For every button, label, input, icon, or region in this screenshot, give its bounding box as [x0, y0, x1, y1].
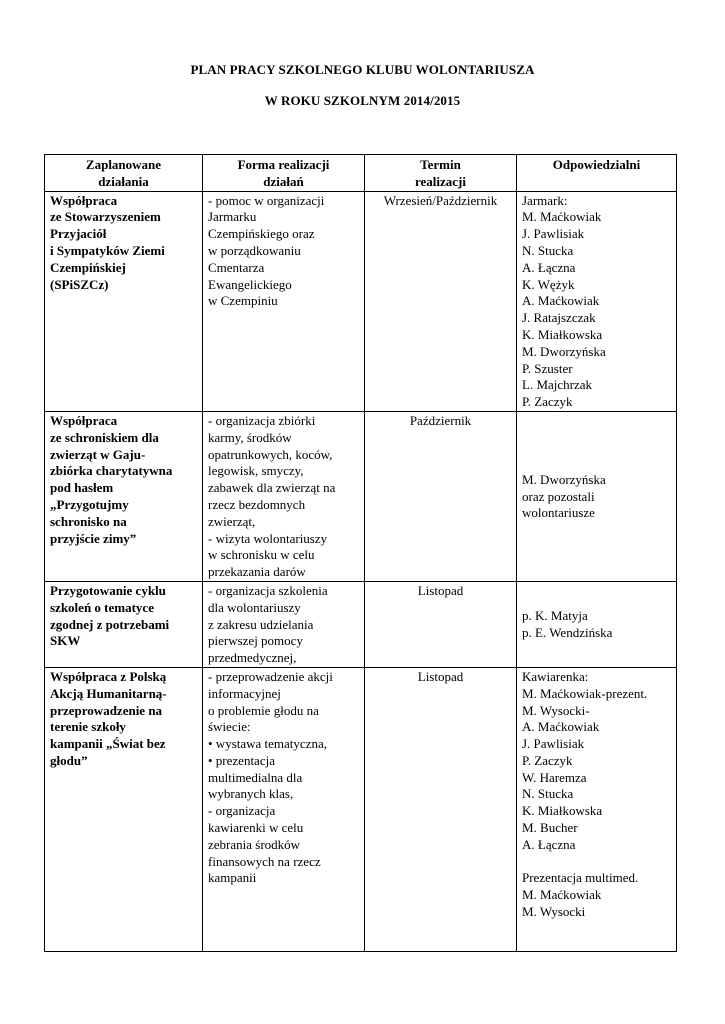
text-line: z zakresu udzielania — [208, 616, 314, 632]
text-line: wolontariusze — [522, 505, 595, 521]
text-line: Współpraca — [50, 412, 118, 428]
text-line: SKW — [50, 633, 81, 649]
cell-form — [203, 191, 365, 411]
text-line: - organizacja — [208, 803, 276, 819]
text-line: zwierząt, — [208, 513, 256, 529]
text-line: - przeprowadzenie akcji — [208, 668, 333, 684]
text-line: • prezentacja — [208, 752, 275, 768]
text-line: M. Wysocki- — [522, 702, 590, 718]
text-line: W. Haremza — [522, 769, 587, 785]
text-line: Akcją Humanitarną- — [50, 685, 167, 701]
text-line: kampanii — [208, 870, 257, 886]
cell-responsible — [517, 667, 677, 951]
text-line: zebrania środków — [208, 836, 301, 852]
table-row — [45, 411, 677, 581]
table-row — [45, 581, 677, 667]
text-line: M. Wysocki — [522, 904, 586, 920]
text-line: P. Zaczyk — [522, 394, 573, 410]
text-line: p. K. Matyja — [522, 608, 588, 624]
text-line: Cmentarza — [208, 259, 265, 275]
text-line: J. Pawlisiak — [522, 736, 585, 752]
text-line: Jarmark: — [522, 192, 568, 208]
text-line: przedmedycznej, — [208, 650, 297, 666]
text-line: głodu” — [50, 752, 88, 768]
text-line — [522, 854, 671, 871]
table-row — [45, 191, 677, 411]
text-line: terenie szkoły — [50, 719, 126, 735]
text-line: oraz pozostali — [522, 488, 595, 504]
cell-form — [203, 411, 365, 581]
text-line: Odpowiedzialni — [552, 157, 641, 172]
text-line: zwierząt w Gaju- — [50, 446, 146, 462]
text-line: A. Maćkowiak — [522, 293, 600, 309]
text-line: M. Maćkowiak — [522, 209, 602, 225]
text-line: M. Dworzyńska — [522, 471, 606, 487]
cell-responsible — [517, 411, 677, 581]
table-row — [45, 667, 677, 951]
text-line: Czempińskiego oraz — [208, 226, 315, 242]
text-line: zabawek dla zwierząt na — [208, 480, 336, 496]
cell-action — [45, 411, 203, 581]
text-line: Ewangelickiego — [208, 276, 292, 292]
text-line: „Przygotujmy — [50, 496, 129, 512]
cell-term: Listopad — [365, 667, 517, 951]
text-line: P. Szuster — [522, 360, 573, 376]
document-title: PLAN PRACY SZKOLNEGO KLUBU WOLONTARIUSZA — [190, 62, 535, 77]
text-line: informacyjnej — [208, 685, 281, 701]
text-line: M. Maćkowiak-prezent. — [522, 685, 648, 701]
text-line: szkoleń o tematyce — [50, 599, 154, 615]
text-line: ze schroniskiem dla — [50, 429, 159, 445]
text-line: i Sympatyków Ziemi — [50, 242, 165, 258]
text-line: karmy, środków — [208, 429, 292, 445]
text-line: Jarmarku — [208, 209, 257, 225]
text-line: schronisko na — [50, 513, 127, 529]
text-line: P. Zaczyk — [522, 752, 573, 768]
text-line: Przyjaciół — [50, 226, 107, 242]
text-line: Współpraca — [50, 192, 118, 208]
text-line: N. Stucka — [522, 786, 574, 802]
text-line: zgodnej z potrzebami — [50, 616, 170, 632]
text-line: przeprowadzenie na — [50, 702, 163, 718]
text-line: dla wolontariuszy — [208, 599, 301, 615]
text-line: p. E. Wendzińska — [522, 624, 613, 640]
text-line: pod hasłem — [50, 480, 114, 496]
text-line: • wystawa tematyczna, — [208, 736, 327, 752]
cell-responsible — [517, 581, 677, 667]
text-line: kampanii „Świat bez — [50, 736, 166, 752]
text-line: J. Pawlisiak — [522, 226, 585, 242]
text-line: K. Wężyk — [522, 276, 575, 292]
text-line: J. Ratajszczak — [522, 310, 596, 326]
text-line: Przygotowanie cyklu — [50, 582, 166, 598]
text-line: Zaplanowane — [85, 157, 162, 172]
text-line: o problemie głodu na — [208, 702, 319, 718]
text-line: A. Łączna — [522, 836, 576, 852]
text-line: rzecz bezdomnych — [208, 496, 306, 512]
text-line: w Czempiniu — [208, 293, 278, 309]
text-line: N. Stucka — [522, 242, 574, 258]
text-line: ze Stowarzyszeniem — [50, 209, 161, 225]
text-line: w porządkowaniu — [208, 242, 301, 258]
text-line: K. Miałkowska — [522, 326, 603, 342]
text-line: - wizyta wolontariuszy — [208, 530, 328, 546]
text-line: w schronisku w celu — [208, 547, 315, 563]
text-line: Forma realizacji — [237, 157, 330, 172]
text-line: przekazania darów — [208, 564, 306, 580]
text-line: A. Łączna — [522, 259, 576, 275]
text-line: L. Majchrzak — [522, 377, 593, 393]
text-line: legowisk, smyczy, — [208, 463, 304, 479]
text-line: Współpraca z Polską — [50, 668, 167, 684]
text-line: - pomoc w organizacji — [208, 192, 325, 208]
text-line: działań — [263, 173, 304, 189]
text-line: M. Dworzyńska — [522, 343, 606, 359]
header-term — [365, 155, 517, 192]
text-line: K. Miałkowska — [522, 803, 603, 819]
text-line: multimedialna dla — [208, 769, 303, 785]
document-subtitle: W ROKU SZKOLNYM 2014/2015 — [264, 93, 461, 108]
text-line: M. Maćkowiak — [522, 887, 602, 903]
text-line: realizacji — [414, 173, 466, 189]
cell-form — [203, 581, 365, 667]
text-line: zbiórka charytatywna — [50, 463, 173, 479]
header-form-of-realization — [203, 155, 365, 192]
text-line: (SPiSZCz) — [50, 276, 109, 292]
header-planned-actions — [45, 155, 203, 192]
text-line: Kawiarenka: — [522, 668, 589, 684]
cell-term: Październik — [365, 411, 517, 581]
text-line: pierwszej pomocy — [208, 633, 303, 649]
cell-responsible — [517, 191, 677, 411]
text-line: Czempińskiej — [50, 259, 126, 275]
text-line: działania — [98, 173, 149, 189]
cell-action — [45, 667, 203, 951]
cell-action — [45, 581, 203, 667]
header-responsible — [517, 155, 677, 192]
cell-term: Wrzesień/Październik — [365, 191, 517, 411]
text-line: wybranych klas, — [208, 786, 294, 802]
cell-action — [45, 191, 203, 411]
text-line: świecie: — [208, 719, 251, 735]
text-line: finansowych na rzecz — [208, 853, 321, 869]
text-line: kawiarenki w celu — [208, 820, 304, 836]
cell-form — [203, 667, 365, 951]
text-line: - organizacja szkolenia — [208, 582, 328, 598]
table-header-row — [45, 155, 677, 192]
text-line: - organizacja zbiórki — [208, 412, 316, 428]
work-plan-table — [44, 154, 677, 952]
text-line: A. Maćkowiak — [522, 719, 600, 735]
text-line: Termin — [420, 157, 461, 172]
text-line: M. Bucher — [522, 820, 578, 836]
cell-term: Listopad — [365, 581, 517, 667]
text-line: przyjście zimy” — [50, 530, 137, 546]
text-line: opatrunkowych, koców, — [208, 446, 333, 462]
text-line: Prezentacja multimed. — [522, 870, 639, 886]
